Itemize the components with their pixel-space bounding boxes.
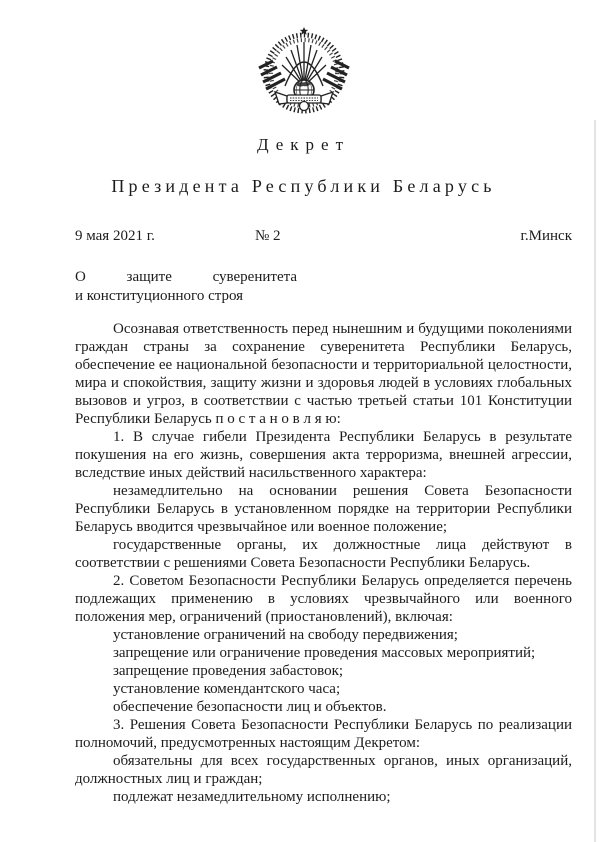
- coat-of-arms-icon: [249, 26, 359, 119]
- body-paragraph: запрещение проведения забастовок;: [113, 663, 344, 679]
- body-paragraph: обязательны для всех государственных органов, иных организаций, должностных лиц и граждан;: [75, 753, 572, 787]
- document-date: 9 мая 2021 г.: [75, 228, 155, 244]
- document-city: г.Минск: [520, 228, 572, 244]
- body-paragraph: подлежат незамедлительному исполнению;: [113, 789, 391, 805]
- body-paragraph: 1. В случае гибели Президента Республики Беларусь в результате покушения на его жизнь, совершения акта терроризма, внешней агрессии, вследствие иных действий насильственного характера:: [75, 429, 572, 481]
- body-paragraph: незамедлительно на основании решения Совета Безопасности Республики Беларусь в установленном порядке на территории Республики Беларусь вводится чрезвычайное или военное положение;: [75, 483, 572, 535]
- scan-edge-artifact: [594, 120, 596, 842]
- body-paragraph: запрещение или ограничение проведения массовых мероприятий;: [113, 645, 536, 661]
- body-paragraph: обеспечение безопасности лиц и объектов.: [113, 699, 387, 715]
- body-paragraph: установление ограничений на свободу передвижения;: [113, 627, 458, 643]
- issuer-title: Президента Республики Беларусь: [111, 176, 496, 196]
- body-paragraph: 3. Решения Совета Безопасности Республики Беларусь по реализации полномочий, предусмотренных настоящим Декретом:: [75, 717, 572, 751]
- body-paragraph: установление комендантского часа;: [113, 681, 341, 697]
- body-paragraph: Осознавая ответственность перед нынешним и будущими поколениями граждан страны за сохранение суверенитета Республики Беларусь, обеспечение ее национальной безопасности и территориальной целостности, мира и спокойствия, защиту жизни и здоровья людей в условиях глобальных вызовов и угроз, в соответствии с частью третьей статьи 101 Конституции Республики Беларусь п о с т а н о в л я ю:: [75, 321, 572, 427]
- document-type-title: Декрет: [256, 135, 351, 154]
- subject-line: О защите суверенитета: [75, 269, 297, 285]
- subject-line: и конституционного строя: [75, 287, 244, 304]
- document-number: № 2: [255, 228, 281, 244]
- meta-row: [75, 228, 572, 247]
- document-body: [75, 320, 572, 806]
- subject-heading: [75, 268, 297, 305]
- body-paragraph: 2. Советом Безопасности Республики Беларусь определяется перечень подлежащих применению в условиях чрезвычайного или военного положения мер, ограничений (приостановлений), включая:: [75, 573, 572, 625]
- body-paragraph: государственные органы, их должностные лица действуют в соответствии с решениями Совета Безопасности Республики Беларусь.: [75, 537, 572, 571]
